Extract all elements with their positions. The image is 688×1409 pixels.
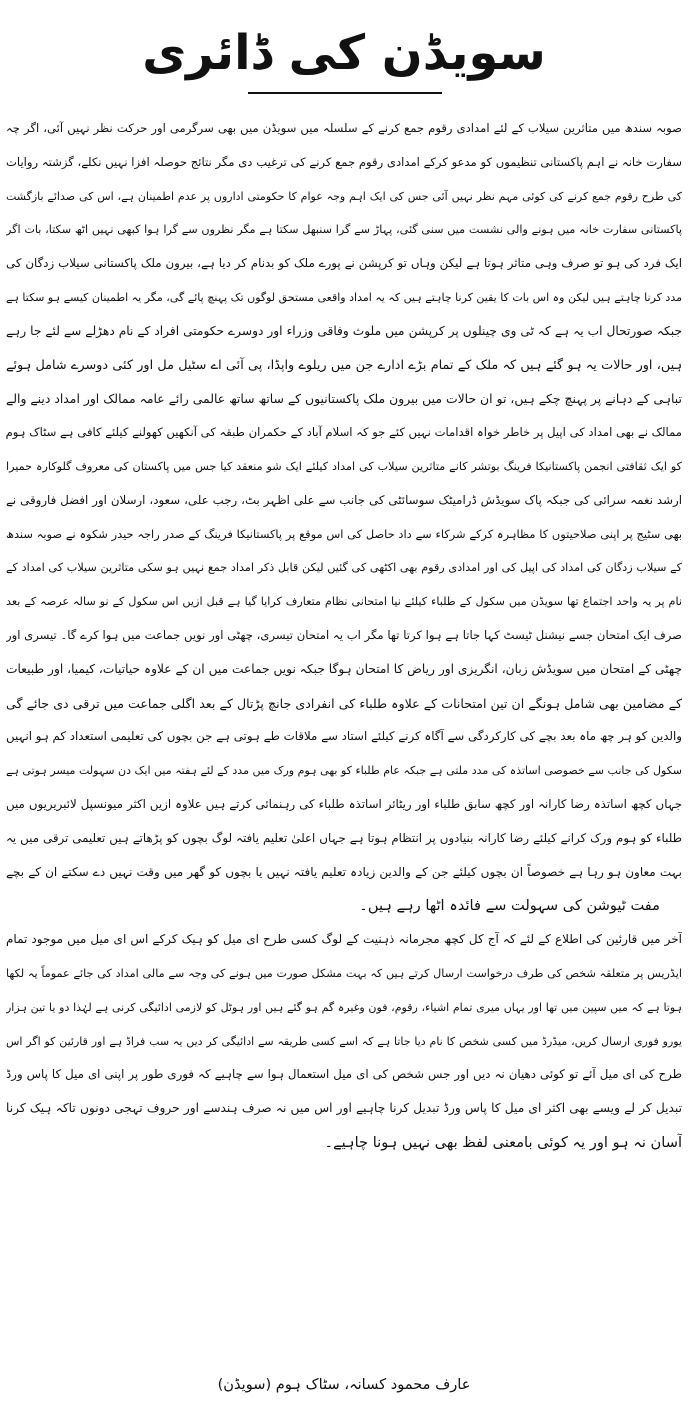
text-line: جہاں کچھ اساتذہ رضا کارانہ اور کچھ سابق طلباء اور ریٹائر اساتذہ طلباء کی رہنمائی کرتے ہیں علاوہ ازیں اکثر میونسپل لائبریریوں میں xyxy=(6,796,682,811)
text-line: کی طرح رقوم جمع کرنے کی کوئی مہم نظر نہیں آئی جس کی ایک اہم وجہ عوام کا حکومتی اداروں پر عدم اطمینان ہے، اس کی صدائے بازگشت xyxy=(6,189,682,203)
page-title: سویڈن کی ڈائری xyxy=(142,25,546,81)
text-line: کے مضامین بھی شامل ہونگے ان تین امتحانات کے علاوہ طلباء کی انفرادی جانچ پڑتال کے بعد اگلی جماعت میں ترقی دی جائے گی xyxy=(6,695,682,711)
text-line: آسان نہ ہو اور یہ کوئی بامعنی لفظ بھی نہیں ہونا چاہیے۔ xyxy=(324,1133,682,1151)
text-line: سکول کی جانب سے خصوصی اساتذہ کی مدد ملتی ہے جبکہ عام طلباء کو بھی ہوم ورک میں مدد کے لئے ہفتہ میں ایک دن سہولت میسر ہوتی ہے xyxy=(6,764,682,778)
text-line: ممالک نے بھی امداد کی اپیل پر خاطر خواہ اقدامات نہیں کئے جو کہ اسلام آباد کے حکمران طبقہ کی آنکھیں کھولنے کیلئے کافی ہے سٹاک ہوم xyxy=(6,425,682,440)
text-line: آخر میں قارئین کی اطلاع کے لئے کہ آج کل کچھ مجرمانہ ذہنیت کے لوگ کسی طرح ای میل کو ہیک کرکے اس ای میل میں موجود تمام xyxy=(6,932,682,947)
text-line: کے سیلاب زدگان کی امداد کی اپیل کی اور امدادی رقوم بھی اکٹھی کی گئیں لیکن قابل ذکر امداد جمع نہیں ہو سکی متاثرین سیلاب کی امداد کے xyxy=(6,561,682,575)
text-line: تبدیل کر لے ویسے بھی اکثر ای میل کا پاس ورڈ تبدیل کرنا چاہیے اور اس میں نہ صرف ہندسے اور حروف تہجی دونوں تاکہ ہیک کرنا xyxy=(6,1101,682,1116)
text-line: طرح کی ای میل آئے تو کوئی دھیان نہ دیں اور جس شخص کی ای میل استعمال ہوا سے چاہیے کہ فوری طور پر اپنی ای میل کا پاس ورڈ xyxy=(6,1067,682,1082)
text-line: ہوتا ہے کہ میں سپین میں تھا اور یہاں میری تمام اشیاء، رقوم، فون وغیرہ گم ہو گئے ہیں اور ہوٹل کو لازمی ادائیگی کرنی ہے لہٰذا دو یا تین ہزار xyxy=(6,1000,682,1014)
text-line: ایڈریس پر متعلقہ شخص کی طرف درخواست ارسال کرتے ہیں کہ بہت مشکل صورت میں ہونے کی وجہ سے مالی امداد کی جائے عموماً یہ لکھا xyxy=(6,966,682,980)
text-line: نام پر یہ واحد اجتماع تھا سویڈن میں سکول کے طلباء کیلئے نیا امتحانی نظام متعارف کرایا گیا ہے قبل ازیں اس سکول کے نو سالہ عرصہ کے بعد xyxy=(6,595,682,609)
text-line: مفت ٹیوشن کی سہولت سے فائدہ اٹھا رہے ہیں۔ xyxy=(359,897,660,915)
text-line: پاکستانی سفارت خانہ میں ہونے والی نشست میں سنی گئی، پہاڑ سے گرا سنبھل سکتا ہے مگر نظروں سے گرا ہوا کبھی نہیں اٹھ سکتا، بات اگر xyxy=(6,223,682,237)
article-body xyxy=(6,112,682,1160)
text-line: ایک فرد کی ہو تو صرف وہی متاثر ہوتا ہے لیکن وہاں تو کرپشن نے پورے ملک کو بدنام کر دیا ہے، بیرون ملک پاکستانی سیلاب زدگان کی xyxy=(6,256,682,271)
text-line: ہیں، اور حالات یہ ہو گئے ہیں کہ ملک کے تمام بڑے ادارے جن میں ریلوے واپڈا، پی آئی اے سٹیل مل اور کئی دوسرے شامل ہوئے xyxy=(6,357,682,373)
text-line: سفارت خانہ نے اہم پاکستانی تنظیموں کو مدعو کرکے امدادی رقوم جمع کرنے کی ترغیب دی مگر نتائج حوصلہ افزا نہیں نکلے، گزشتہ روایات xyxy=(6,154,682,169)
text-line: ارشد نغمہ سرائی کی جبکہ پاک سویڈش ڈرامیٹک سوسائٹی کی جانب سے علی اظہر بٹ، رجب علی، سعود، ارسلان اور افضل فاروقی نے xyxy=(6,492,682,507)
text-line: چھٹی کے امتحان میں سویڈش زبان، انگریزی اور ریاض کا امتحان ہوگا جبکہ نویں جماعت میں ان کے علاوہ حیاتیات، کیمیا، اور طبیعات xyxy=(6,661,682,676)
text-line: والدین کو ہر چھ ماہ بعد بچے کی کارکردگی سے آگاہ کرنے کیلئے استاد سے ملاقات طے ہوتی ہے جن بچوں کی تعلیمی استعداد کم ہو انہیں xyxy=(6,729,682,744)
text-line: بہت معاون ہو رہا ہے خصوصاً ان بچوں کیلئے جن کے والدین زیادہ تعلیم یافتہ نہیں یا بچوں کو گھر میں وقت نہیں دے سکتے ان کے بچے xyxy=(6,864,682,879)
text-line: صوبہ سندھ میں متاثرین سیلاب کے لئے امدادی رقوم جمع کرنے کے سلسلہ میں سویڈن میں بھی سرگرمی اور حرکت نظر نہیں آئی، اگر چہ xyxy=(6,121,682,135)
text-line: مدد کرنا چاہتے ہیں لیکن وہ اس بات کا یقین کرنا چاہتے ہیں کہ یہ امداد واقعی مستحق لوگوں تک پہنچ پائے گی، مگر یہ اطمینان کیسے ہو سکتا ہے xyxy=(6,290,682,304)
text-line: کو ایک ثقافتی انجمن پاکستانیکا فرینگ بوتشر کانے متاثرین سیلاب کی امداد کیلئے ایک شو منعقد کیا جس میں پاکستان کی معروف گلوکارہ حمیرا xyxy=(6,459,682,473)
paragraph-2 xyxy=(6,923,682,1160)
text-line: تباہی کے دہانے پر پہنچ چکے ہیں، تو ان حالات میں بیرون ملک پاکستانیوں کے ساتھ ساتھ عالمی رائے عامہ ممالک اور امداد دینے والے xyxy=(6,391,682,407)
text-line: جبکہ صورتحال اب یہ ہے کہ ٹی وی چینلوں پر کرپشن میں ملوث وفاقی وزراء اور دوسرے حکومتی افراد کے نام دھڑلے سے لئے جا رہے xyxy=(6,323,682,338)
text-line: یورو فوری ارسال کریں، میڈرڈ میں کسی شخص کا نام دیا جاتا ہے کہ اسے کسی طریقہ سے ادائیگی کر دیں یہ سب فراڈ ہے اور قارئین کو اگر اس xyxy=(6,1034,682,1048)
text-line: صرف ایک امتحان جسے نیشنل ٹیسٹ کہا جاتا ہے ہوا کرتا تھا مگر اب یہ امتحان تیسری، چھٹی اور نویں جماعت میں ہوا کرے گا۔ تیسری اور xyxy=(6,627,682,642)
author-signature: عارف محمود کسانہ، سٹاک ہوم (سویڈن) xyxy=(217,1376,471,1393)
paragraph-1 xyxy=(6,112,682,923)
title-underline xyxy=(248,92,442,94)
text-line: طلباء کو ہوم ورک کرانے کیلئے رضا کارانہ بنیادوں پر انتظام ہوتا ہے جہاں اعلیٰ تعلیم یافتہ لوگ بچوں کو پڑھاتے ہیں تعلیمی ترقی میں یہ xyxy=(6,830,682,845)
text-line: بھی سٹیج پر اپنی صلاحیتوں کا مظاہرہ کرکے شرکاء سے داد حاصل کی اس موقع پر پاکستانیکا فرینگ کے صدر راجہ حیدر شکوہ نے صوبہ سندھ xyxy=(6,526,682,541)
